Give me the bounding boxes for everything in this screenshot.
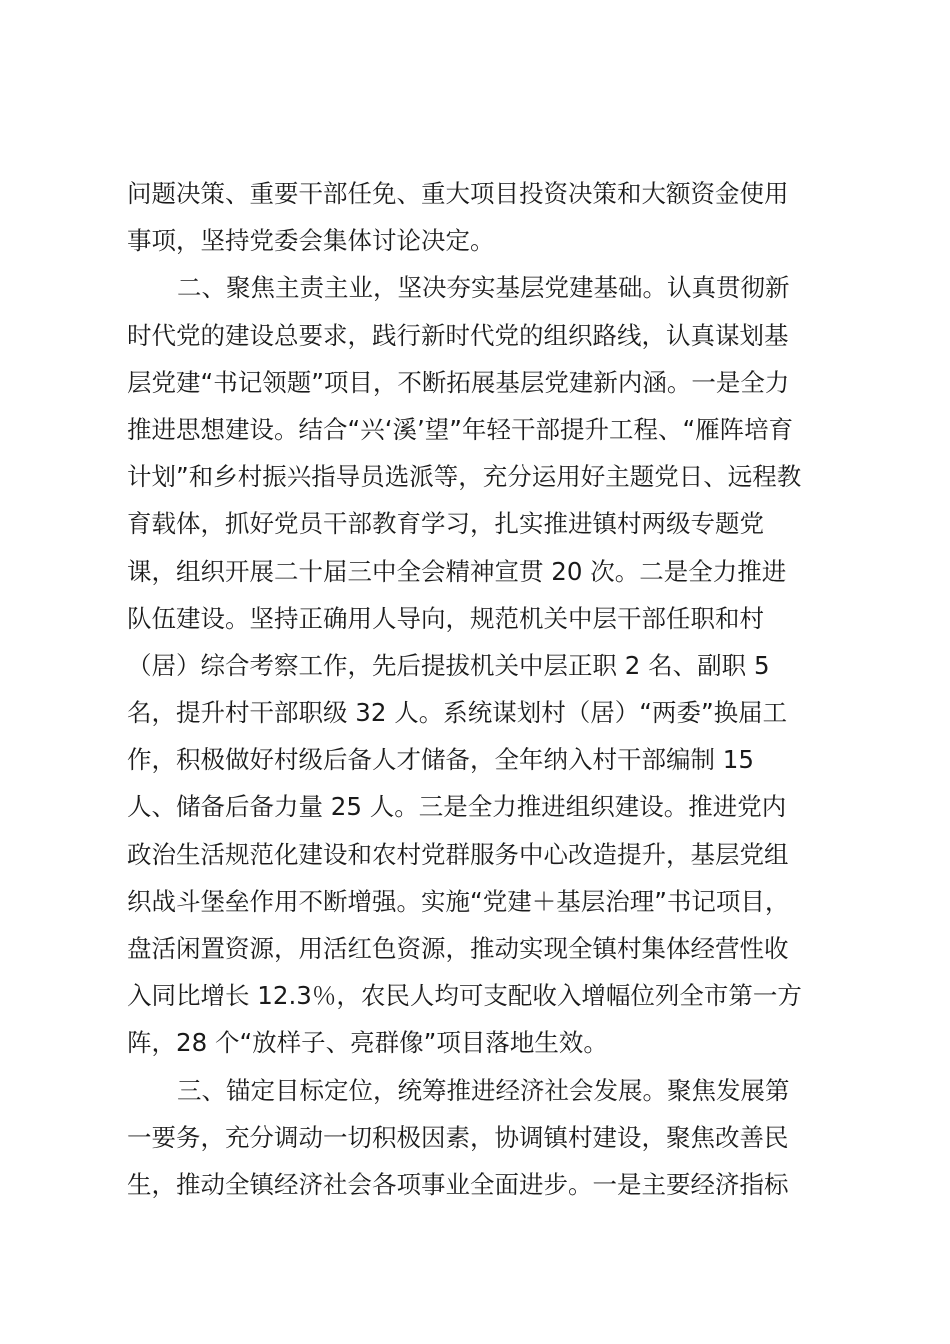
text-line: 育载体，抓好党员干部教育学习，扎实推进镇村两级专题党 <box>127 509 764 539</box>
text-line: 层党建“书记领题”项目，不断拓展基层党建新内涵。一是全力 <box>127 367 790 397</box>
text-line: 计划”和乡村振兴指导员选派等，充分运用好主题党日、远程教 <box>127 462 802 492</box>
text-line: 作，积极做好村级后备人才储备，全年纳入村干部编制 15 <box>127 745 754 775</box>
text-line: 人、储备后备力量 25 人。三是全力推进组织建设。推进党内 <box>127 792 787 822</box>
text-line: 名，提升村干部职级 32 人。系统谋划村（居）“两委”换届工 <box>127 698 788 728</box>
text-line: 推进思想建设。结合“兴‘溪’望”年轻干部提升工程、“雁阵培育 <box>127 414 794 444</box>
document-body <box>127 170 847 1208</box>
text-line: 事项，坚持党委会集体讨论决定。 <box>127 226 495 256</box>
text-line: 课，组织开展二十届三中全会精神宣贯 20 次。二是全力推进 <box>127 556 787 586</box>
section-heading-line: 二、聚焦主责主业，坚决夯实基层党建基础。认真贯彻新 <box>177 273 790 303</box>
section-heading-line: 三、锚定目标定位，统筹推进经济社会发展。聚焦发展第 <box>177 1075 790 1105</box>
text-line: 生，推动全镇经济社会各项事业全面进步。一是主要经济指标 <box>127 1169 789 1199</box>
text-line: 盘活闲置资源，用活红色资源，推动实现全镇村集体经营性收 <box>127 934 789 963</box>
text-line: 一要务，充分调动一切积极因素，协调镇村建设，聚焦改善民 <box>127 1122 789 1152</box>
text-line: 织战斗堡垒作用不断增强。实施“党建＋基层治理”书记项目， <box>127 886 790 916</box>
text-line: 问题决策、重要干部任免、重大项目投资决策和大额资金使用 <box>127 179 789 208</box>
text-line: 队伍建设。坚持正确用人导向，规范机关中层干部任职和村 <box>127 603 764 633</box>
text-line: 阵，28 个“放样子、亮群像”项目落地生效。 <box>127 1028 608 1058</box>
text-line: （居）综合考察工作，先后提拔机关中层正职 2 名、副职 5 <box>127 650 770 680</box>
text-line: 入同比增长 12.3％，农民人均可支配收入增幅位列全市第一方 <box>127 981 802 1011</box>
text-line: 时代党的建设总要求，践行新时代党的组织路线，认真谋划基 <box>127 320 789 350</box>
text-line: 政治生活规范化建设和农村党群服务中心改造提升，基层党组 <box>127 839 789 869</box>
